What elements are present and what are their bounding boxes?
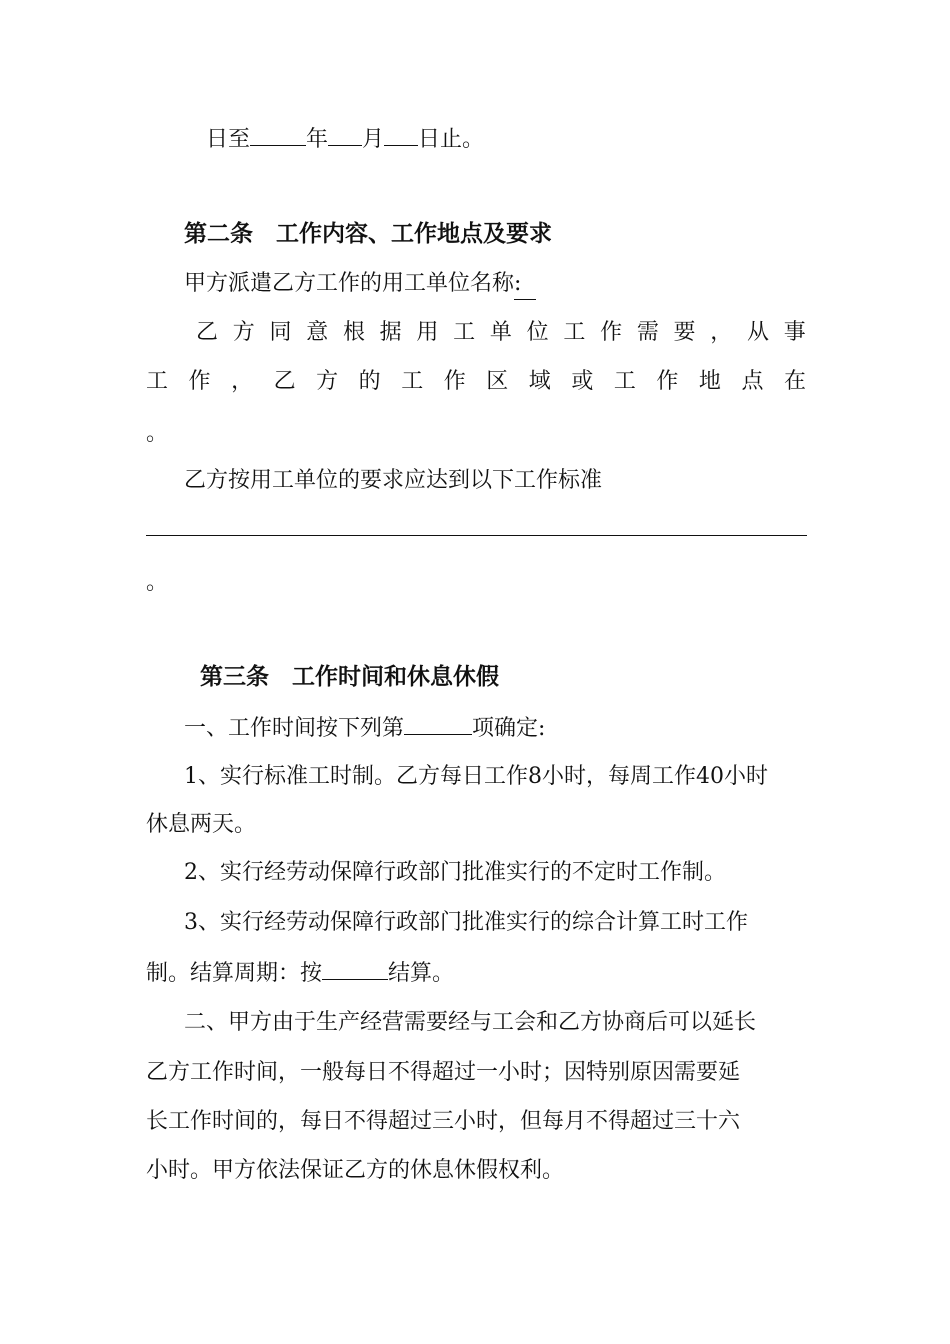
work-standard-blank[interactable]: [146, 535, 807, 536]
standard-hours-line-2: 休息两天。: [146, 812, 257, 837]
justified-char: 要: [673, 320, 696, 345]
item1-text-b: 项确定:: [472, 716, 546, 741]
justified-char: 乙: [196, 320, 219, 345]
justified-char: 作: [656, 369, 679, 394]
justified-char: 域: [528, 369, 551, 394]
justified-char: 意: [306, 320, 329, 345]
employer-unit-line: [184, 269, 536, 300]
text-day-end: 日止。: [418, 127, 485, 152]
justified-char: ，: [231, 369, 254, 394]
justified-char: 点: [741, 369, 764, 394]
standard-hours-line-1: 1、实行标准工时制。乙方每日工作8小时，每周工作40小时: [184, 764, 768, 789]
work-hours-item-1: [184, 712, 545, 744]
article2-heading: 第二条 工作内容、工作地点及要求: [184, 220, 552, 247]
item-number-blank[interactable]: [404, 712, 472, 735]
justified-char: 工: [613, 369, 636, 394]
employer-unit-colon[interactable]: :: [514, 269, 536, 300]
justified-char: 位: [526, 320, 549, 345]
comprehensive-hours-line-1: 3、实行经劳动保障行政部门批准实行的综合计算工时工作: [184, 910, 748, 935]
overtime-line-1: 二、甲方由于生产经营需要经与工会和乙方协商后可以延长: [184, 1010, 757, 1035]
justified-char: 需: [636, 320, 659, 345]
comprehensive-hours-line-2: [146, 957, 454, 989]
justified-char: 区: [486, 369, 509, 394]
justified-char: 工: [146, 369, 169, 394]
item1-text-a: 一、工作时间按下列第: [184, 716, 405, 741]
justified-char: 的: [358, 369, 381, 394]
justified-char: 乙: [273, 369, 296, 394]
flexible-hours-line: 2、实行经劳动保障行政部门批准实行的不定时工作制。: [184, 860, 726, 885]
year-blank[interactable]: [250, 123, 306, 146]
contract-end-date-line: [206, 123, 484, 155]
justified-char: 或: [571, 369, 594, 394]
day-blank[interactable]: [384, 123, 418, 146]
justified-char: 根: [342, 320, 365, 345]
justified-char: 同: [269, 320, 292, 345]
justified-char: 作: [600, 320, 623, 345]
justified-char: 工: [453, 320, 476, 345]
month-blank[interactable]: [328, 123, 362, 146]
justified-char: 方: [232, 320, 255, 345]
agree-work-line: [196, 318, 806, 348]
overtime-line-4: 小时。甲方依法保证乙方的休息休假权利。: [146, 1158, 565, 1183]
text-year: 年: [306, 127, 329, 152]
text-month: 月: [362, 127, 385, 152]
justified-char: ，: [710, 320, 733, 345]
justified-char: 工: [401, 369, 424, 394]
justified-char: 方: [316, 369, 339, 394]
settlement-text-b: 结算。: [388, 961, 455, 986]
justified-char: 用: [416, 320, 439, 345]
justified-char: 在: [783, 369, 806, 394]
overtime-line-3: 长工作时间的，每日不得超过三小时，但每月不得超过三十六: [146, 1109, 741, 1134]
overtime-line-2: 乙方工作时间，一般每日不得超过一小时；因特别原因需要延: [146, 1060, 741, 1085]
period-1: 。: [146, 421, 169, 446]
period-2: 。: [146, 570, 169, 595]
justified-char: 单: [489, 320, 512, 345]
justified-char: 作: [443, 369, 466, 394]
settlement-text-a: 制。结算周期：按: [146, 961, 323, 986]
article3-heading: 第三条 工作时间和休息休假: [200, 663, 499, 690]
settlement-period-blank[interactable]: [322, 957, 388, 980]
justified-char: 作: [188, 369, 211, 394]
justified-char: 从: [747, 320, 770, 345]
justified-char: 地: [698, 369, 721, 394]
work-standard-line: 乙方按用工单位的要求应达到以下工作标准: [184, 468, 603, 493]
employer-unit-label: 甲方派遣乙方工作的用工单位名称: [184, 271, 515, 296]
justified-char: 据: [379, 320, 402, 345]
justified-char: 工: [563, 320, 586, 345]
work-area-line: [146, 367, 806, 397]
justified-char: 事: [783, 320, 806, 345]
text-ri-zhi: 日至: [206, 127, 251, 152]
